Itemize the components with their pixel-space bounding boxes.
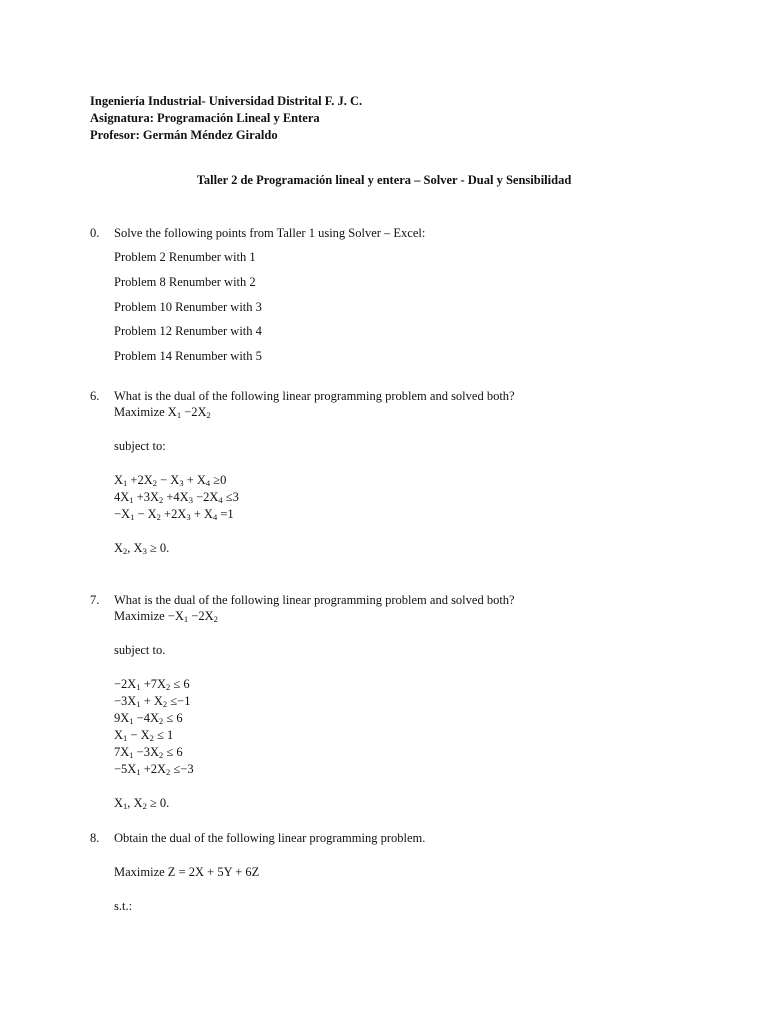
- q0-item-3: Problem 10 Renumber with 3: [114, 300, 262, 314]
- q8-objective: Maximize Z = 2X + 5Y + 6Z: [114, 865, 260, 879]
- q7-subject: subject to.: [114, 643, 166, 657]
- header-line-1: Ingeniería Industrial- Universidad Distrital F. J. C.: [90, 94, 363, 108]
- q7-constraint-6: $-5X_1 +2X_2 \le-3$: [114, 762, 194, 777]
- q6-objective: Maximize $X_1 -2X_2$: [114, 405, 211, 420]
- q6-nonnegativity: $X_2$, $X_3 \ge 0$.: [114, 541, 170, 556]
- q6-text: What is the dual of the following linear programming problem and solved both?: [114, 389, 515, 403]
- q0-number: 0.: [90, 226, 100, 240]
- q7-objective: Maximize $-X_1 -2X_2$: [114, 609, 218, 624]
- q7-constraint-3: $9X_1 -4X_2 \le 6$: [114, 711, 183, 726]
- document-title: Taller 2 de Programación lineal y entera – Solver - Dual y Sensibilidad: [196, 173, 572, 187]
- q8-text: Obtain the dual of the following linear programming problem.: [114, 831, 426, 845]
- q7-constraint-5: $7X_1 -3X_2 \le 6$: [114, 745, 183, 760]
- q7-number: 7.: [90, 593, 100, 607]
- q0-item-4: Problem 12 Renumber with 4: [114, 324, 262, 338]
- q0-text: Solve the following points from Taller 1 using Solver – Excel:: [114, 226, 426, 240]
- q0-item-2: Problem 8 Renumber with 2: [114, 275, 256, 289]
- q7-constraint-2: $-3X_1 + X_2 \le-1$: [114, 694, 191, 709]
- q7-nonnegativity: $X_1$, $X_2 \ge 0$.: [114, 796, 170, 811]
- q6-number: 6.: [90, 389, 100, 403]
- q0-item-1: Problem 2 Renumber with 1: [114, 250, 256, 264]
- q0-item-5: Problem 14 Renumber with 5: [114, 349, 262, 363]
- q8-st: s.t.:: [114, 899, 133, 913]
- q7-constraint-1: $-2X_1 +7X_2 \le 6$: [114, 677, 190, 692]
- q7-text: What is the dual of the following linear programming problem and solved both?: [114, 593, 515, 607]
- header-line-3: Profesor: Germán Méndez Giraldo: [90, 128, 278, 142]
- q6-subject: subject to:: [114, 439, 166, 453]
- q8-number: 8.: [90, 831, 100, 845]
- q6-constraint-2: $4X_1 +3X_2 +4X_3 -2X_4 \le 3$: [114, 490, 239, 505]
- q7-constraint-4: $X_1 - X_2 \le 1$: [114, 728, 174, 743]
- header-line-2: Asignatura: Programación Lineal y Entera: [90, 111, 320, 125]
- q6-constraint-1: $X_1 +2X_2 - X_3 + X_4 \ge 0$: [114, 473, 227, 488]
- q6-constraint-3: $-X_1 - X_2 +2X_3 + X_4 =1$: [114, 507, 234, 522]
